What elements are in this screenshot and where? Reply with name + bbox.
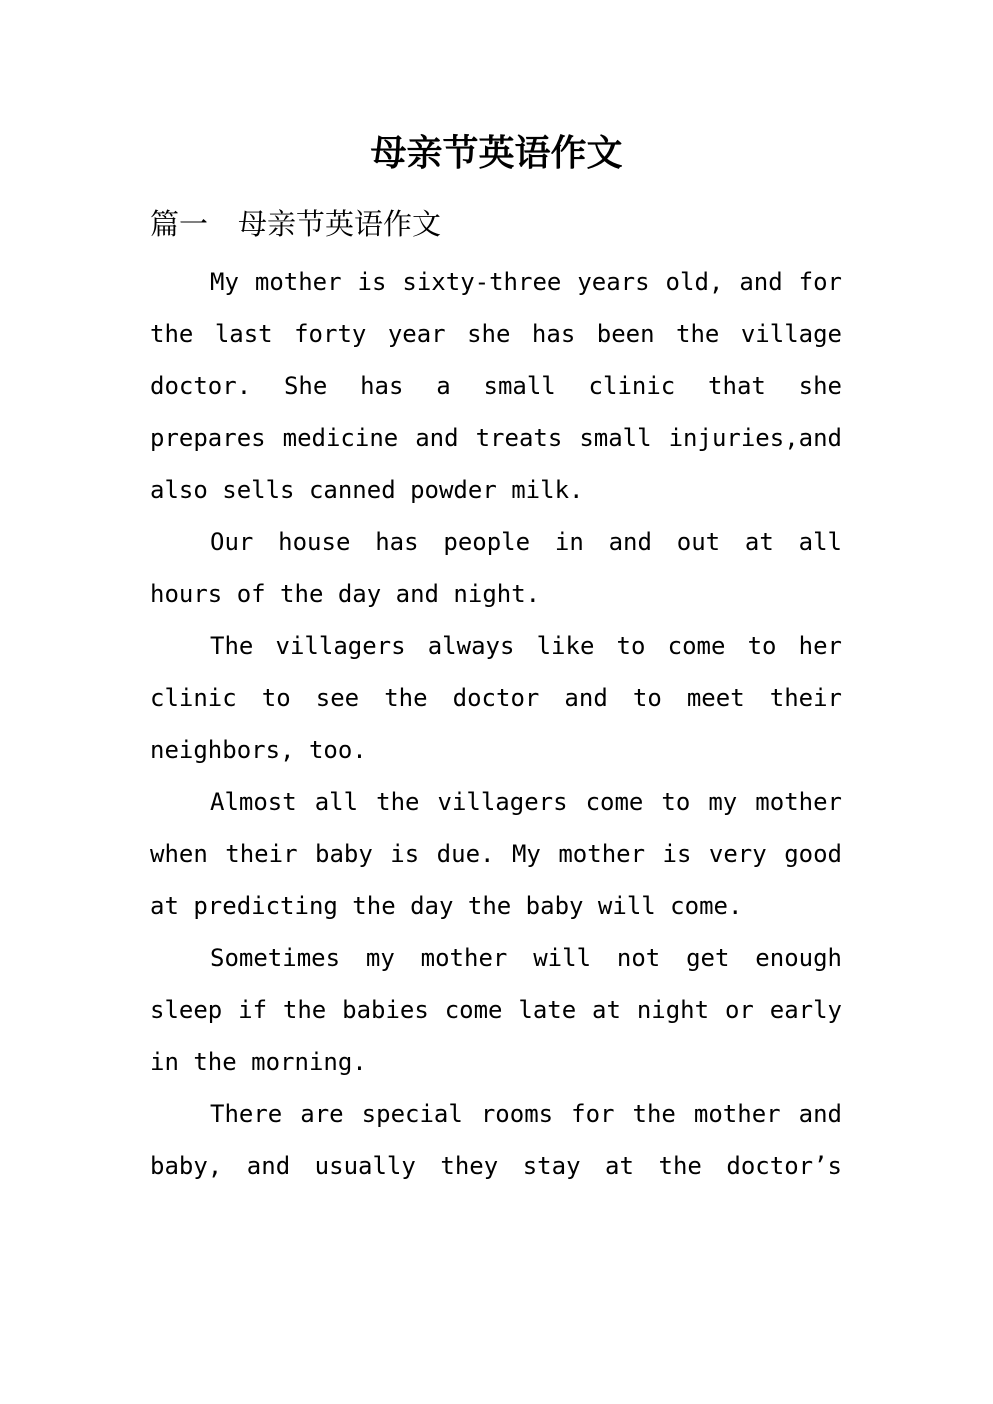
paragraph-4: Almost all the villagers come to my mother when their baby is due. My mother is very good at predicting the day the baby will come. (150, 788, 842, 920)
paragraph-1: My mother is sixty-three years old, and for the last forty year she has been the village doctor. She has a small clinic that she prepares medicine and treats small injuries,and also sells canned powder milk. (150, 268, 842, 504)
paragraph-5: Sometimes my mother will not get enough sleep if the babies come late at night or early in the morning. (150, 944, 842, 1076)
paragraph-6: There are special rooms for the mother and baby, and usually they stay at the doctor’s (150, 1100, 842, 1180)
section-number: 篇一 (150, 207, 209, 241)
document-body (150, 256, 842, 1192)
section-title: 母亲节英语作文 (238, 207, 442, 241)
paragraph-3: The villagers always like to come to her clinic to see the doctor and to meet their neighbors, too. (150, 632, 842, 764)
document-title: 母亲节英语作文 (370, 133, 623, 174)
section-heading (150, 200, 441, 248)
paragraph-2: Our house has people in and out at all hours of the day and night. (150, 528, 842, 608)
